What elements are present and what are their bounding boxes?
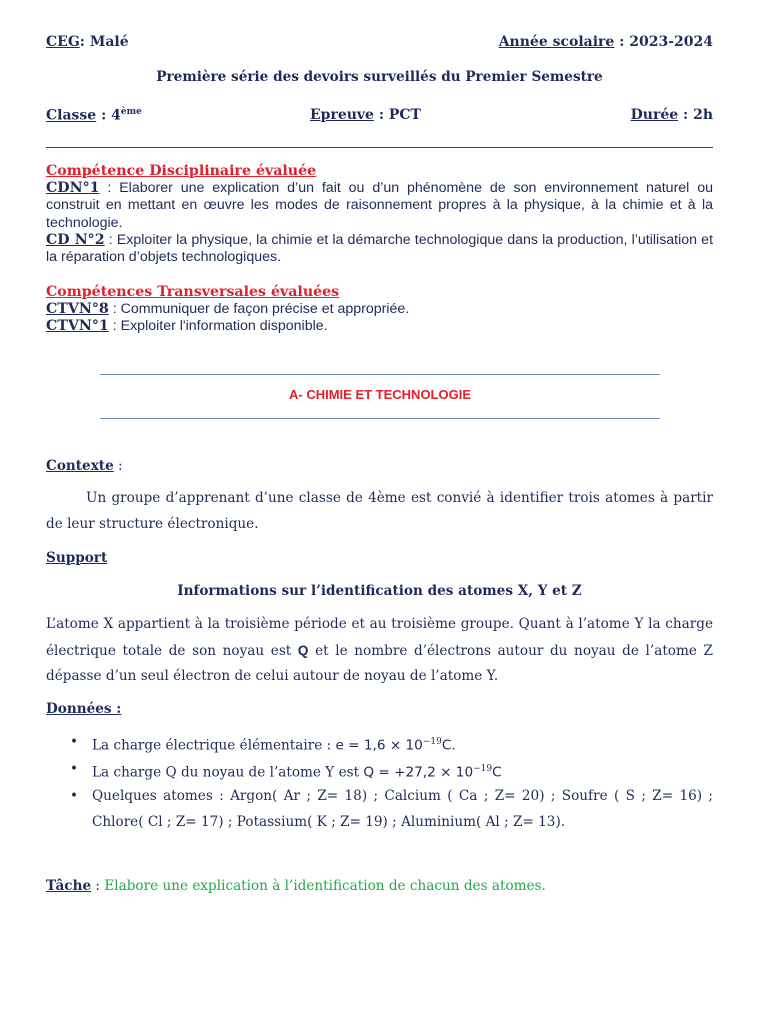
donnee-exponent: −19 [473,764,493,774]
support-text-q: Q [297,642,309,658]
bullet-dot: • [70,788,79,804]
support-text-1: L’atome X appartient à la troisième période et au troisième groupe. Quant à l’atome Y la charge électrique totale de son noyau est [46,616,713,659]
competences-block [46,163,713,266]
support-text [46,612,713,690]
donnee-text: La charge Q du noyau de l’atome Y est [92,764,364,781]
section-rule-top [100,374,660,375]
transversales-block [46,284,713,336]
competences-title: Compétence Disciplinaire évaluée [46,163,317,179]
competence-text: : Elaborer une explication d’un fait ou d’un phénomène de son environnement naturel ou construit en mettant en œuvre les modes de raisonnement propres à la physique, à la chimie et à la technologie. [46,180,713,231]
section-title: A- CHIMIE ET TECHNOLOGIE [289,387,471,402]
competence-label: CDN°1 [46,180,100,197]
donnee-exponent: −19 [422,737,442,747]
transversale-text: : Exploiter l'information disponible. [108,318,328,335]
donnee-item [92,756,713,786]
duration-line [631,107,713,123]
donnees-label: Données : [46,701,122,717]
transversale-item [46,318,713,335]
header-divider [46,147,713,148]
contexte-label: Contexte [46,458,114,474]
subject-label: Epreuve [310,107,374,123]
class-sup: ème [120,107,142,117]
competence-item [46,180,713,232]
donnee-text: La charge électrique élémentaire : [92,737,336,754]
transversale-label: CTVN°1 [46,318,109,335]
class-line [46,107,142,124]
bullet-dot: • [70,761,79,777]
support-heading: Informations sur l’identification des atomes X, Y et Z [177,583,582,599]
page-title: Première série des devoirs surveillés du Premier Semestre [156,69,603,85]
subject-value: : PCT [373,107,421,123]
donnee-item [92,729,713,759]
competence-label: CD N°2 [46,231,105,248]
bullet-dot: • [70,734,79,750]
duration-value: : 2h [678,107,713,123]
competence-text: : Exploiter la physique, la chimie et la démarche technologique dans la production, l’utilisation et la réparation d’objets technologiques. [46,231,714,266]
school-value: : Malé [79,34,129,50]
section-rule-bottom [100,418,660,419]
transversale-label: CTVN°8 [46,301,109,318]
transversale-text: : Communiquer de façon précise et appropriée. [108,301,410,318]
subject-line [310,107,421,123]
support-label: Support [46,550,108,566]
class-label: Classe [46,107,97,124]
class-value: : 4 [96,107,121,124]
transversale-item [46,301,713,318]
donnee-unit: C [492,764,502,781]
competence-item [46,232,713,266]
school-label: CEG [46,34,80,50]
donnee-equation: e = 1,6 × 10 [335,737,423,754]
tache-label: Tâche [46,878,92,894]
transversales-title: Compétences Transversales évaluées [46,284,340,300]
donnee-equation: Q = +27,2 × 10 [363,764,474,781]
year-line [499,34,713,50]
support-text-2: et le nombre d’électrons autour du noyau de l’atome Z dépasse d’un seul électron de celui autour de noyau de l’atome Y. [46,642,713,684]
duration-label: Durée [630,107,679,123]
contexte-colon: : [113,458,123,474]
tache-colon: : [91,878,105,894]
donnee-item: Quelques atomes : Argon( Ar ; Z= 18) ; Calcium ( Ca ; Z= 20) ; Soufre ( S ; Z= 16) ; Chlore( Cl ; Z= 17) ; Potassium( K ; Z= 19) ; Aluminium( Al ; Z= 13). [92,788,713,830]
school-line [46,34,129,50]
donnee-unit: C. [441,737,456,754]
tache-line [46,878,546,894]
contexte-text: Un groupe d’apprenant d’une classe de 4ème est convié à identifier trois atomes à partir de leur structure électronique. [46,490,713,532]
tache-text: Elabore une explication à l’identification de chacun des atomes. [104,878,546,894]
year-value: : 2023-2024 [614,34,713,50]
contexte-heading [46,458,123,474]
year-label: Année scolaire [498,34,615,50]
